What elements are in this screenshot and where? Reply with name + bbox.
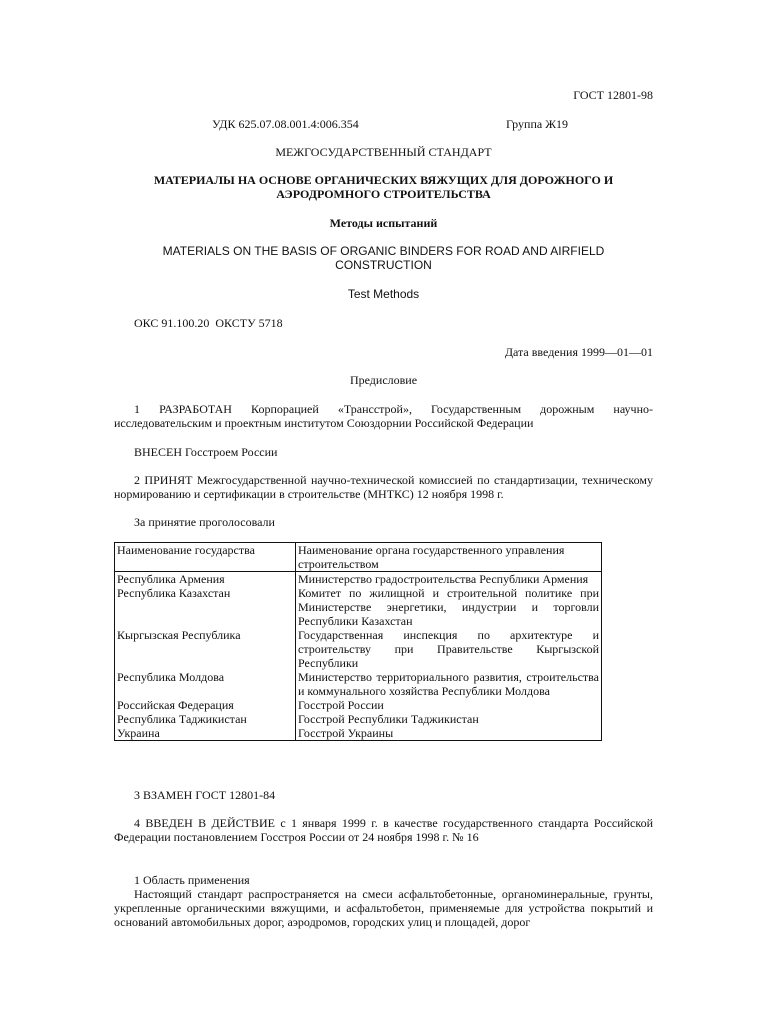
table-cell-state: Республика Молдова [115, 670, 296, 698]
table-row [115, 586, 602, 628]
standard-type: МЕЖГОСУДАРСТВЕННЫЙ СТАНДАРТ [275, 145, 492, 159]
table-row [115, 726, 602, 741]
udk-code: УДК 625.07.08.001.4:006.354 [212, 117, 359, 131]
title-ru-line1: МАТЕРИАЛЫ НА ОСНОВЕ ОРГАНИЧЕСКИХ ВЯЖУЩИХ ДЛЯ ДОРОЖНОГО И [153, 173, 614, 187]
table-row [115, 712, 602, 726]
table-cell-state: Кыргызская Республика [115, 628, 296, 670]
table-header-cell: Наименование органа государственного управления строительством [296, 543, 602, 572]
introduction-date: Дата введения 1999—01—01 [504, 345, 653, 359]
table-row [115, 572, 602, 587]
table-header-row [115, 543, 602, 572]
foreword-introduced-by: ВНЕСЕН Госстроем России [134, 445, 278, 459]
states-table [114, 542, 602, 741]
group-code: Группа Ж19 [506, 117, 568, 131]
table-row [115, 698, 602, 712]
table-cell-authority: Комитет по жилищной и строительной политике при Министерстве энергетики, индустрии и торговли Республики Казахстан [296, 586, 602, 628]
foreword-paragraph-2: 2 ПРИНЯТ Межгосударственной научно-технической комиссией по стандартизации, техническому нормированию и сертификации в строительстве (МНТКС) 12 ноября 1998 г. [114, 473, 653, 501]
table-cell-state: Российская Федерация [115, 698, 296, 712]
gost-number: ГОСТ 12801-98 [573, 88, 653, 102]
table-row [115, 628, 602, 670]
subtitle-ru: Методы испытаний [329, 216, 438, 230]
table-cell-state: Республика Армения [115, 572, 296, 587]
section-1-heading: 1 Область применения [134, 873, 250, 887]
table-cell-authority: Государственная инспекция по архитектуре и строительству при Правительстве Кыргызской Республики [296, 628, 602, 670]
title-en-line2: CONSTRUCTION [335, 258, 432, 272]
foreword-paragraph-1: 1 РАЗРАБОТАН Корпорацией «Трансстрой», Государственным дорожным научно-исследовательским и проектным институтом Союздорнии Российской Федерации [114, 402, 653, 430]
introduced-paragraph: 4 ВВЕДЕН В ДЕЙСТВИЕ с 1 января 1999 г. в качестве государственного стандарта Российской Федерации постановлением Госстроя России от 24 ноября 1998 г. № 16 [114, 816, 653, 844]
table-cell-state: Украина [115, 726, 296, 741]
replaces-note: 3 ВЗАМЕН ГОСТ 12801-84 [134, 788, 276, 802]
title-en-line1: MATERIALS ON THE BASIS OF ORGANIC BINDERS FOR ROAD AND AIRFIELD [162, 244, 605, 258]
table-cell-state: Республика Казахстан [115, 586, 296, 628]
table-header-cell: Наименование государства [115, 543, 296, 572]
subtitle-en: Test Methods [347, 287, 420, 301]
table-row [115, 670, 602, 698]
table-cell-authority: Госстрой России [296, 698, 602, 712]
section-1-text: Настоящий стандарт распространяется на смеси асфальтобетонные, органоминеральные, грунты, укрепленные органическими вяжущими, и асфальтобетон, применяемые для устройства покрытий и оснований автомобильных дорог, аэродромов, городских улиц и площадей, дорог [114, 887, 653, 929]
table-cell-authority: Госстрой Республики Таджикистан [296, 712, 602, 726]
table-cell-authority: Министерство градостроительства Республики Армения [296, 572, 602, 587]
table-cell-authority: Министерство территориального развития, строительства и коммунального хозяйства Республики Молдова [296, 670, 602, 698]
table-cell-state: Республика Таджикистан [115, 712, 296, 726]
table-cell-authority: Госстрой Украины [296, 726, 602, 741]
classification-codes: ОКС 91.100.20 ОКСТУ 5718 [134, 316, 283, 330]
title-ru-line2: АЭРОДРОМНОГО СТРОИТЕЛЬСТВА [276, 187, 491, 201]
voted-label: За принятие проголосовали [134, 515, 275, 529]
foreword-heading: Предисловие [349, 373, 418, 387]
